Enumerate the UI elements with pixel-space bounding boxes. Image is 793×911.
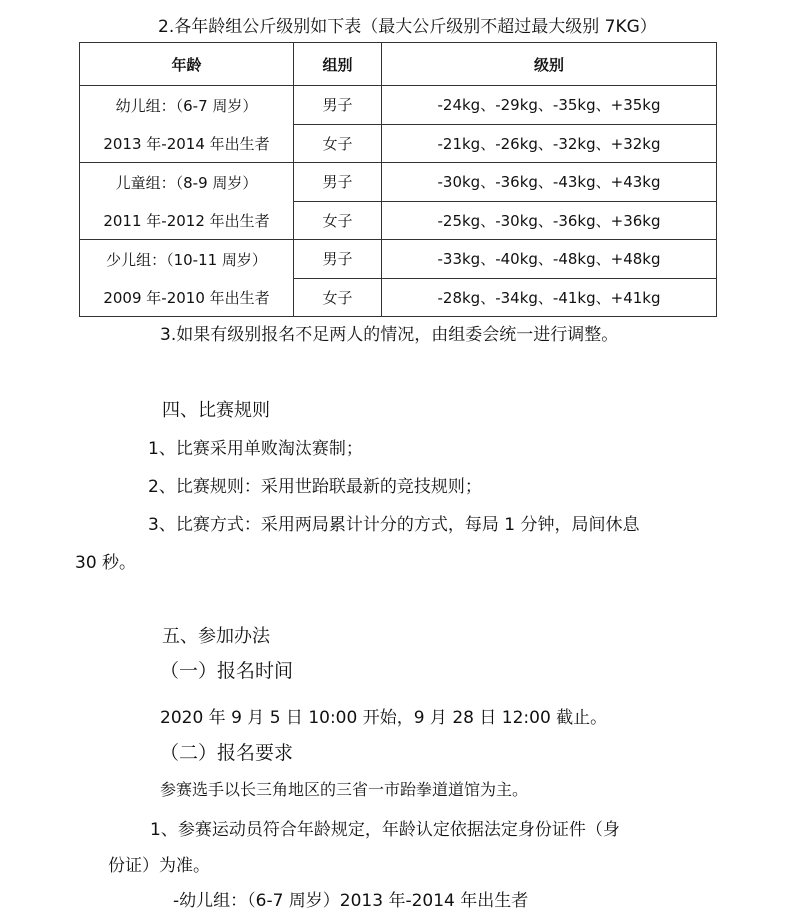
age-group-birth-years: 2011 年-2012 年出生者 xyxy=(103,211,270,230)
registration-requirements-title: （二）报名要求 xyxy=(160,742,294,764)
gender-cell: 女子 xyxy=(294,278,382,317)
weight-class-heading: 2.各年龄组公斤级别如下表（最大公斤级别不超过最大级别 7KG） xyxy=(158,17,657,37)
rule-2: 2、比赛规则：采用世跆联最新的竞技规则； xyxy=(148,477,482,497)
age-group-label: 儿童组：（8-9 周岁） xyxy=(115,173,258,192)
age-group-birth-years: 2009 年-2010 年出生者 xyxy=(103,288,270,307)
rule-1: 1、比赛采用单败淘汰赛制； xyxy=(148,439,363,459)
header-gender: 组别 xyxy=(294,43,382,86)
age-group-label: 少儿组：（10-11 周岁） xyxy=(106,250,267,269)
table-row xyxy=(80,86,717,125)
weight-classes-cell: -30kg、-36kg、-43kg、+43kg xyxy=(382,163,717,202)
rule-3-continued: 30 秒。 xyxy=(75,553,137,573)
header-age: 年龄 xyxy=(80,43,294,86)
table-row xyxy=(80,163,717,202)
age-group-birth-years: 2013 年-2014 年出生者 xyxy=(103,134,270,153)
gender-cell: 男子 xyxy=(294,163,382,202)
requirement-1-continued: 份证）为准。 xyxy=(108,856,210,876)
weight-classes-cell: -24kg、-29kg、-35kg、+35kg xyxy=(382,86,717,125)
age-group-label: 幼儿组：（6-7 周岁） xyxy=(115,96,258,115)
registration-time-text: 2020 年 9 月 5 日 10:00 开始，9 月 28 日 12:00 截止。 xyxy=(160,708,608,728)
weight-class-table xyxy=(79,42,717,317)
gender-cell: 男子 xyxy=(294,86,382,125)
age-group-cell xyxy=(80,86,294,163)
adjustment-note: 3.如果有级别报名不足两人的情况，由组委会统一进行调整。 xyxy=(160,325,619,345)
gender-cell: 女子 xyxy=(294,201,382,240)
table-header-row xyxy=(80,43,717,86)
weight-classes-cell: -25kg、-30kg、-36kg、+36kg xyxy=(382,201,717,240)
header-class: 级别 xyxy=(382,43,717,86)
section-participation-title: 五、参加办法 xyxy=(162,626,270,647)
requirement-1: 1、参赛运动员符合年龄规定，年龄认定依据法定身份证件（身 xyxy=(150,820,620,840)
rule-3: 3、比赛方式：采用两局累计计分的方式，每局 1 分钟，局间休息 xyxy=(148,515,640,535)
table-row xyxy=(80,240,717,279)
age-group-cell xyxy=(80,163,294,240)
gender-cell: 男子 xyxy=(294,240,382,279)
weight-classes-cell: -21kg、-26kg、-32kg、+32kg xyxy=(382,124,717,163)
registration-time-title: （一）报名时间 xyxy=(160,660,294,682)
weight-classes-cell: -33kg、-40kg、-48kg、+48kg xyxy=(382,240,717,279)
age-group-cell xyxy=(80,240,294,317)
gender-cell: 女子 xyxy=(294,124,382,163)
weight-classes-cell: -28kg、-34kg、-41kg、+41kg xyxy=(382,278,717,317)
requirement-1-age-group: -幼儿组：（6-7 周岁）2013 年-2014 年出生者 xyxy=(173,891,529,911)
registration-requirements-text: 参赛选手以长三角地区的三省一市跆拳道道馆为主。 xyxy=(160,780,529,799)
section-rules-title: 四、比赛规则 xyxy=(162,400,270,421)
